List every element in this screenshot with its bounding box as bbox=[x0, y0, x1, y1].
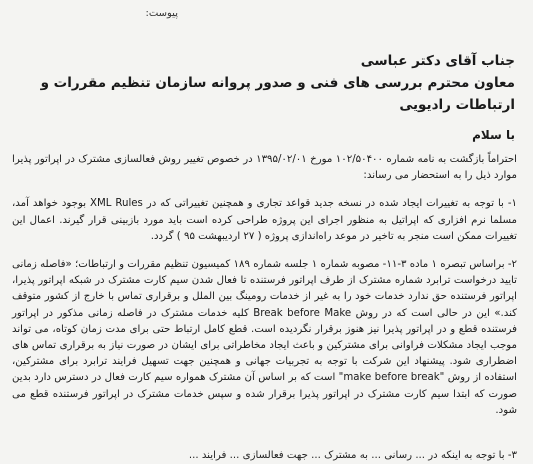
letter-body bbox=[12, 152, 517, 431]
recipient-title: معاون محترم بررسی های فنی و صدور پروانه سازمان تنظیم مقررات و ارتباطات رادیویی bbox=[40, 75, 515, 113]
recipient-block bbox=[15, 50, 515, 116]
item-text: با توجه به تغییرات ایجاد شده در نسخه جدید قواعد تجاری و همچنین تغییراتی که در XML Rules بوجود خواهد آمد، مسلما نرم افزاری که اپراتیل به منظور اجرای این پروژه طراحی کرده است باید مورد بازبینی قرار گیرند. اعمال این تغییرات ممکن است منجر به تاخیر در موعد راه‌اندازی پروژه ( ۲۷ اردیبهشت ۹۵ ) گردد. bbox=[12, 198, 517, 242]
greeting: با سلام bbox=[472, 128, 515, 142]
item-number: ۱- bbox=[507, 198, 517, 210]
intro-paragraph: احتراماً بازگشت به نامه شماره ۱۰۲/۵۰۴۰۰ مورخ ۱۳۹۵/۰۲/۰۱ در خصوص تغییر روش فعالسازی مشترک در اپراتور پذیرا موارد ذیل را به استحضار می رساند: bbox=[12, 154, 517, 182]
item-number: ۲- bbox=[507, 259, 518, 271]
list-item bbox=[12, 196, 517, 245]
recipient-name: جناب آقای دکتر عباسی bbox=[360, 53, 515, 69]
item-text: براساس تبصره ۱ ماده ۳-۱۱- مصوبه شماره ۱ جلسه شماره ۱۸۹ کمیسیون تنظیم مقررات و ارتباطات؛ «فاصله زمانی تایید درخواست ترابرد شماره مشترک از طرف اپراتور فرستنده تا فعال شدن سیم کارت مشترک در شبکه اپراتور پذیرا، اپراتور فرستنده حق ندارد خدمات خود را به غیر از خدمات رومینگ بین الملل و برقراری تماس با خارج از کشور متوقف کند.» این در حالی است که در روش Break before Make کلیه خدمات مشترک در فاصله زمانی مذکور در اپراتور فرستنده قطع و در اپراتور پذیرا نیز هنوز برقرار نگردیده است. قطع کامل ارتباط حتی برای مدت زمان کوتاه، می تواند موجب ایجاد مشکلات فراوانی برای مشترکین و باعث ایجاد مخاطراتی برای ایشان در صورت نیاز به برقراری تماس های اضطراری شود. پیشنهاد این شرکت با توجه به تجربیات جهانی و همچنین جهت تسهیل فرایند ترابرد برای مشترکین، استفاده از روش "make before break" است که بر اساس آن مشترک همواره سیم کارت فعال در دسترس دارد بدین صورت که ابتدا سیم کارت مشترک در اپراتور پذیرا برقرار شده و سپس خدمات مشترک در اپراتور فرستنده قطع می شود. bbox=[12, 259, 517, 416]
cut-off-line: ۳- با توجه به اینکه در ... رسانی ... به مشترک ... جهت فعالسازی ... فرایند ... bbox=[188, 450, 517, 461]
list-item bbox=[12, 257, 517, 419]
attachment-label: پیوست: bbox=[145, 8, 178, 19]
